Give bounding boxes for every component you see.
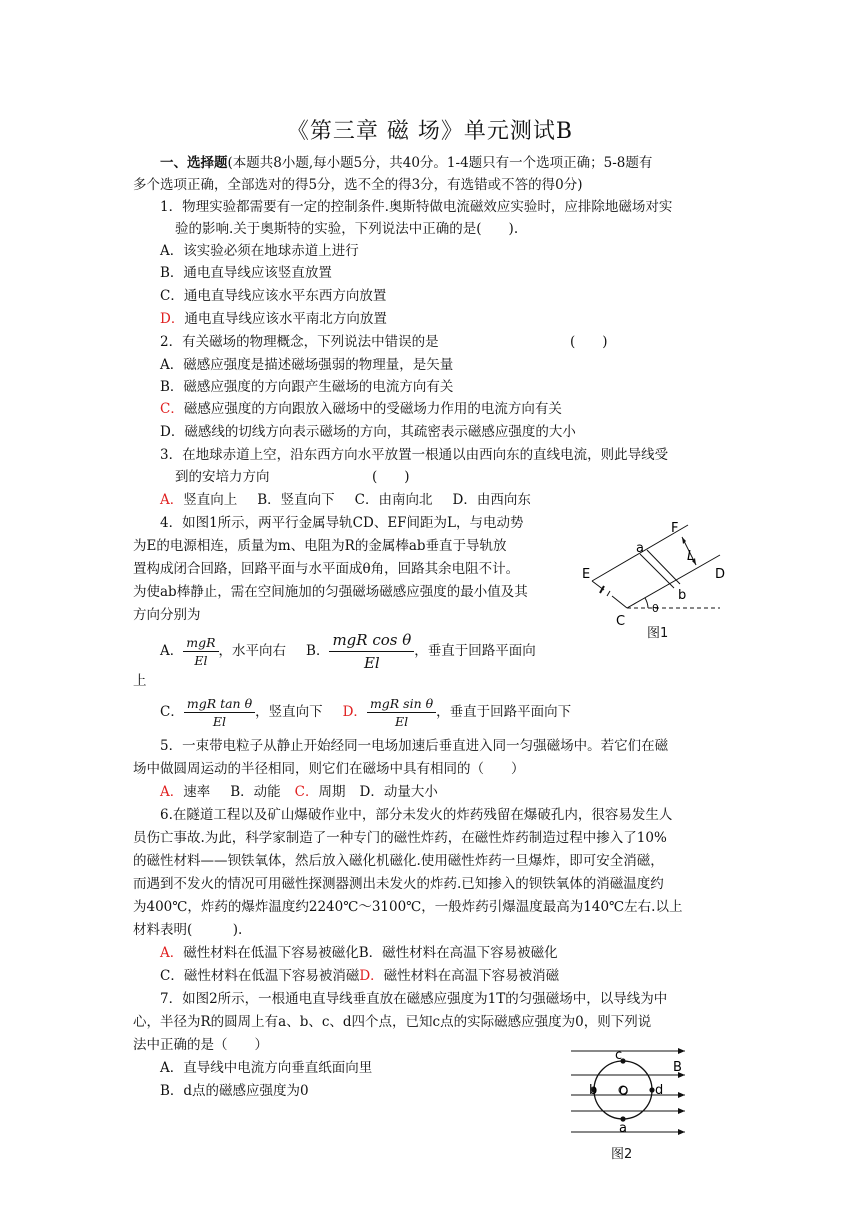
- answer-marker: D．: [342, 704, 367, 720]
- label-o: O: [619, 1084, 629, 1098]
- q7-stem-2: 心，半径为R的圆周上有a、b、c、d四个点，已知c点的实际磁感应强度为0，则下列说: [133, 1014, 652, 1030]
- label-b-field: B: [673, 1060, 682, 1075]
- q6-stem-4: 而遇到不发火的情况可用磁性探测器测出未发火的炸药.已知掺入的钡铁氧体的消磁温度约: [133, 876, 664, 892]
- answer-marker: A．: [160, 492, 184, 508]
- q5-stem-2: 场中做圆周运动的半径相同，则它们在磁场中具有相同的（ ）: [133, 761, 525, 777]
- q4-stem-2: 为E的电源相连，质量为m、电阻为R的金属棒ab垂直于导轨放: [133, 538, 507, 554]
- q4-d-formula: $\frac{\text{mgR sin θ}}{El}$: [367, 695, 436, 730]
- q6-options-cd: C．磁性材料在低温下容易被消磁D．磁性材料在高温下容易被消磁: [160, 968, 560, 984]
- q4-option-b-wrap: 上: [133, 673, 147, 689]
- label-c: c: [615, 1048, 623, 1063]
- q4-a-formula: $\frac{\text{mgR}}{El}$: [183, 634, 218, 669]
- battery-short-plate: [607, 591, 610, 596]
- label-d: d: [655, 1083, 664, 1098]
- q3-options: A．竖直向上 B．竖直向下 C．由南向北 D．由西向东: [160, 492, 531, 508]
- q6-stem-2: 员伤亡事故.为此，科学家制造了一种专门的磁性炸药，在磁性炸药制造过程中掺入了10%: [133, 830, 667, 846]
- q4-stem-4: 为使ab棒静止，需在空间施加的匀强磁场磁感应强度的最小值及其: [133, 584, 528, 600]
- answer-marker: A．: [160, 945, 184, 961]
- label-d: D: [715, 567, 726, 582]
- q2-answer-paren: ( ): [570, 334, 608, 350]
- q3-stem-1: 3．在地球赤道上空，沿东西方向水平放置一根通以由西向东的直线电流，则此导线受: [160, 447, 669, 463]
- q2-option-b: B．磁感应强度的方向跟产生磁场的电流方向有关: [160, 379, 454, 395]
- section-intro: 一、选择题(本题共8小题,每小题5分，共40分。1-4题只有一个选项正确；5-8题有: [160, 155, 653, 171]
- q6-stem-3: 的磁性材料——钡铁氧体，然后放入磁化机磁化.使用磁性炸药一旦爆炸，即可安全消磁，: [133, 853, 664, 869]
- rail-cd: [627, 555, 720, 608]
- label-a: a: [619, 1121, 627, 1136]
- q4-c-formula: $\frac{\text{mgR tan θ}}{El}$: [184, 695, 255, 730]
- answer-marker: D．: [160, 311, 185, 327]
- label-e: E: [582, 567, 591, 582]
- q4-stem-3: 置构成闭合回路，回路平面与水平面成θ角，回路其余电阻不计。: [133, 561, 520, 577]
- q2-option-a: A．磁感应强度是描述磁场强弱的物理量，是矢量: [160, 357, 454, 373]
- q6-stem-5: 为400℃，炸药的爆炸温度约2240℃～3100℃，一般炸药引爆温度最高为140℃左右.以上: [133, 899, 683, 915]
- answer-marker: A．: [160, 784, 184, 800]
- page-title: 《第三章 磁 场》单元测试B: [286, 119, 574, 144]
- rod-b: [647, 550, 680, 584]
- section-desc-line2: 多个选项正确，全部选对的得5分，选不全的得3分，有选错或不答的得0分): [133, 177, 583, 193]
- q5-options: A．速率 B．动能 C．周期 D．动量大小: [160, 784, 438, 800]
- q7-option-b: B．d点的磁感应强度为0: [160, 1083, 309, 1099]
- q2-option-d: D．磁感线的切线方向表示磁场的方向，其疏密表示磁感应强度的大小: [160, 424, 576, 440]
- label-b: b: [589, 1083, 598, 1098]
- q7-stem-3: 法中正确的是（ ）: [133, 1037, 268, 1053]
- figure-2-caption: 图2: [611, 1147, 633, 1162]
- label-theta: θ: [652, 602, 659, 615]
- figure-1-caption: 图1: [647, 626, 669, 641]
- q2-stem: 2．有关磁场的物理概念，下列说法中错误的是: [160, 334, 439, 350]
- label-a: a: [636, 541, 644, 556]
- answer-marker: C．: [294, 784, 319, 800]
- q1-option-b: B．通电直导线应该竖直放置: [160, 265, 332, 281]
- q5-stem-1: 5．一束带电粒子从静止开始经同一电场加速后垂直进入同一匀强磁场中。若它们在磁: [160, 738, 669, 754]
- q4-stem-5: 方向分别为: [133, 607, 201, 623]
- answer-marker: D．: [359, 968, 384, 984]
- section-heading: 一、选择题: [160, 155, 228, 171]
- q6-stem-6: 材料表明( ).: [133, 922, 243, 938]
- label-l: L: [687, 549, 695, 564]
- answer-marker: C．: [160, 401, 184, 417]
- rod-a: [640, 554, 674, 588]
- q4-options-ab: A． $\frac{\text{mgR}}{El}$ ，水平向右 B． $\frac{\text{mgR cos θ}}{El}$ ，垂直于回路平面向: [160, 631, 536, 672]
- q4-b-formula: $\frac{\text{mgR cos θ}}{El}$: [329, 629, 414, 674]
- q6-stem-1: 6.在隧道工程以及矿山爆破作业中，部分未发火的炸药残留在爆破孔内，很容易发生人: [160, 807, 673, 823]
- label-b: b: [678, 588, 687, 603]
- point-d: [649, 1087, 654, 1092]
- label-c: C: [616, 614, 626, 629]
- label-f: F: [671, 521, 679, 536]
- q4-stem-1: 4．如图1所示，两平行金属导轨CD、EF间距为L，与电动势: [160, 515, 524, 531]
- q1-stem-1: 1．物理实验都需要有一定的控制条件.奥斯特做电流磁效应实验时，应排除地磁场对实: [160, 199, 673, 215]
- q1-stem-2: 验的影响.关于奥斯特的实验，下列说法中正确的是( ).: [175, 221, 519, 237]
- figure-2-diagram: [565, 1040, 695, 1140]
- q3-stem-2: 到的安培力方向: [175, 469, 270, 485]
- q1-option-d: D．通电直导线应该水平南北方向放置: [160, 311, 387, 327]
- q1-option-c: C．通电直导线应该水平东西方向放置: [160, 288, 387, 304]
- q4-options-cd: C． $\frac{\text{mgR tan θ}}{El}$ ，竖直向下 D． $\frac{\text{mgR sin θ}}{El}$ ，垂直于回路平面向下: [160, 696, 572, 729]
- q7-stem-1: 7．如图2所示，一根通电直导线垂直放在磁感应强度为1T的匀强磁场中，以导线为中: [160, 991, 668, 1007]
- q6-options-ab: A．磁性材料在低温下容易被磁化B．磁性材料在高温下容易被磁化: [160, 945, 558, 961]
- q7-option-a: A．直导线中电流方向垂直纸面向里: [160, 1060, 373, 1076]
- q2-option-c: C．磁感应强度的方向跟放入磁场中的受磁场力作用的电流方向有关: [160, 401, 562, 417]
- q3-answer-paren: ( ): [372, 469, 410, 485]
- q1-option-a: A．该实验必须在地球赤道上进行: [160, 243, 359, 259]
